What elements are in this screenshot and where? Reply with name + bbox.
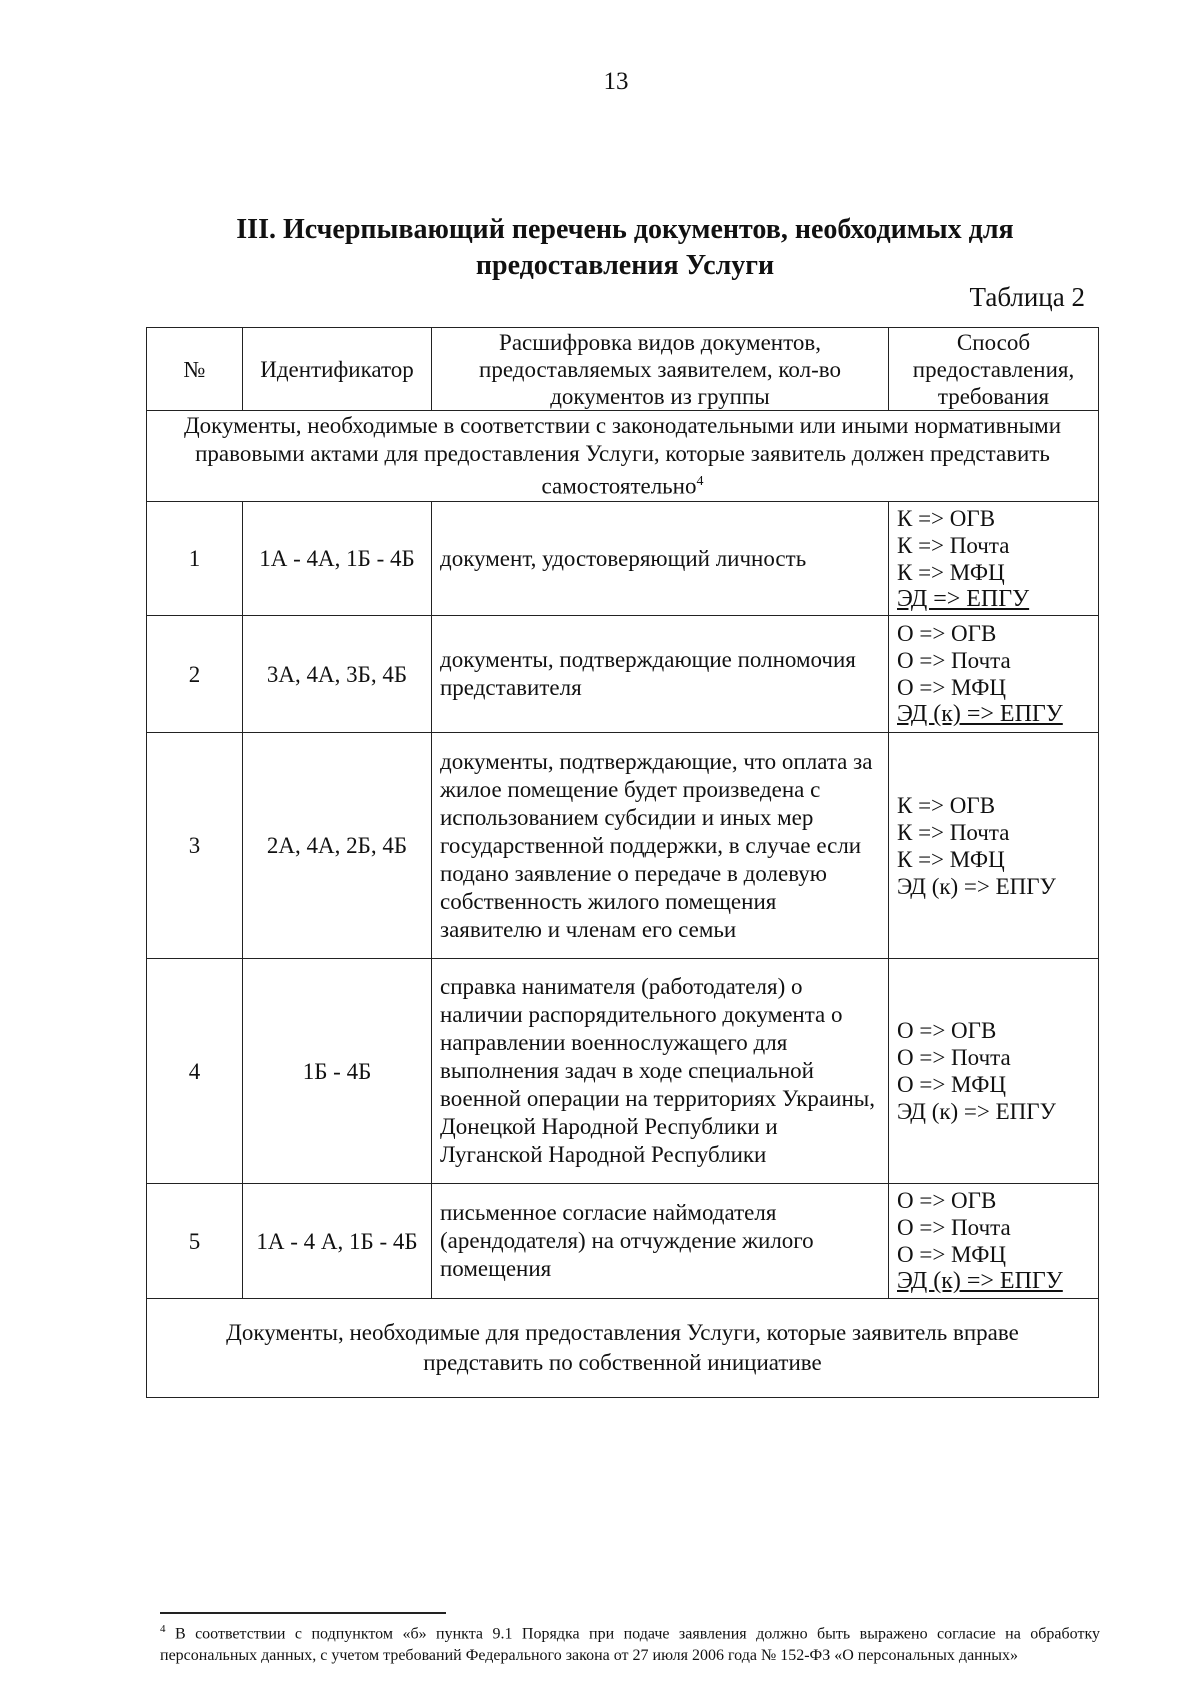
group-row-optional	[147, 1299, 1099, 1398]
row-no: 5	[147, 1184, 243, 1299]
method-item: О => МФЦ	[897, 675, 1006, 700]
section-title-line-1: III. Исчерпывающий перечень документов, необходимых для	[236, 214, 1014, 245]
footnote-separator	[160, 1612, 446, 1614]
group-mandatory-cell	[147, 411, 1099, 502]
method-item: О => Почта	[897, 648, 1011, 673]
table-row	[147, 959, 1099, 1184]
method-item: ЭД => ЕПГУ	[897, 585, 1030, 612]
row-methods	[889, 959, 1099, 1184]
method-item: К => МФЦ	[897, 846, 1005, 872]
section-title-line-2: предоставления Услуги	[475, 250, 775, 281]
group-mandatory-text: Документы, необходимые в соответствии с законодательными или иными нормативными правовыми актами для предоставления Услуги, которые заявитель должен представить самостоятельно	[183, 412, 1062, 499]
row-methods	[889, 733, 1099, 959]
footnote-marker: 4	[160, 1623, 166, 1635]
row-identifier: 1Б - 4Б	[243, 959, 432, 1184]
row-description: документы, подтверждающие полномочия представителя	[432, 616, 889, 733]
row-description: письменное согласие наймодателя (арендодателя) на отчуждение жилого помещения	[432, 1184, 889, 1299]
method-item: ЭД (к) => ЕПГУ	[897, 1099, 1056, 1124]
table-row	[147, 502, 1099, 616]
row-description: документ, удостоверяющий личность	[432, 502, 889, 616]
row-description: справка нанимателя (работодателя) о наличии распорядительного документа о направлении военнослужащего для выполнения задач в ходе специальной военной операции на территориях Украины, Донецкой Народной Республики и Луганской Народной Республики	[432, 959, 889, 1184]
row-no: 1	[147, 502, 243, 616]
documents-table	[146, 327, 1099, 1398]
method-item: О => МФЦ	[897, 1072, 1006, 1097]
method-item: К => ОГВ	[897, 505, 996, 531]
header-description: Расшифровка видов документов, предоставляемых заявителем, кол-во документов из группы	[432, 328, 889, 411]
table-caption: Таблица 2	[969, 282, 1085, 312]
method-item: ЭД (к) => ЕПГУ	[897, 1268, 1063, 1294]
table-row	[147, 733, 1099, 959]
method-item: К => МФЦ	[897, 559, 1005, 585]
row-description: документы, подтверждающие, что оплата за жилое помещение будет произведена с использованием субсидии и иных мер государственной поддержки, в случае если подано заявление о передаче в долевую собственность жилого помещения заявителю и членам его семьи	[432, 733, 889, 959]
footnote	[160, 1618, 1100, 1667]
section-title	[150, 212, 1100, 284]
method-item: К => Почта	[897, 819, 1010, 845]
row-no: 3	[147, 733, 243, 959]
table-header-row	[147, 328, 1099, 411]
table-row	[147, 616, 1099, 733]
method-item: О => Почта	[897, 1045, 1011, 1070]
footnote-text: В соответствии с подпунктом «б» пункта 9.1 Порядка при подаче заявления должно быть выражено согласие на обработку персональных данных, с учетом требований Федерального закона от 27 июля 2006 года № 152-ФЗ «О персональных данных»	[160, 1625, 1101, 1665]
group-optional-cell: Документы, необходимые для предоставления Услуги, которые заявитель вправе представить по собственной инициативе	[147, 1299, 1099, 1398]
method-item: К => Почта	[897, 532, 1010, 558]
method-item: О => МФЦ	[897, 1242, 1006, 1267]
row-identifier: 2А, 4А, 2Б, 4Б	[243, 733, 432, 959]
row-methods	[889, 616, 1099, 733]
header-method: Способ предоставления, требования	[889, 328, 1099, 411]
method-item: О => ОГВ	[897, 1188, 997, 1213]
method-item: О => ОГВ	[897, 1018, 997, 1043]
method-item: ЭД (к) => ЕПГУ	[897, 873, 1056, 899]
method-item: О => Почта	[897, 1215, 1011, 1240]
row-methods	[889, 1184, 1099, 1299]
method-item: О => ОГВ	[897, 621, 997, 646]
row-identifier: 3А, 4А, 3Б, 4Б	[243, 616, 432, 733]
row-no: 2	[147, 616, 243, 733]
footnote-ref: 4	[696, 473, 704, 489]
method-item: ЭД (к) => ЕПГУ	[897, 701, 1063, 727]
row-methods	[889, 502, 1099, 616]
header-no: №	[147, 328, 243, 411]
row-identifier: 1А - 4 А, 1Б - 4Б	[243, 1184, 432, 1299]
row-identifier: 1А - 4А, 1Б - 4Б	[243, 502, 432, 616]
row-no: 4	[147, 959, 243, 1184]
header-identifier: Идентификатор	[243, 328, 432, 411]
table-row	[147, 1184, 1099, 1299]
method-item: К => ОГВ	[897, 792, 996, 818]
page-number: 13	[603, 68, 629, 95]
group-row-mandatory	[147, 411, 1099, 502]
